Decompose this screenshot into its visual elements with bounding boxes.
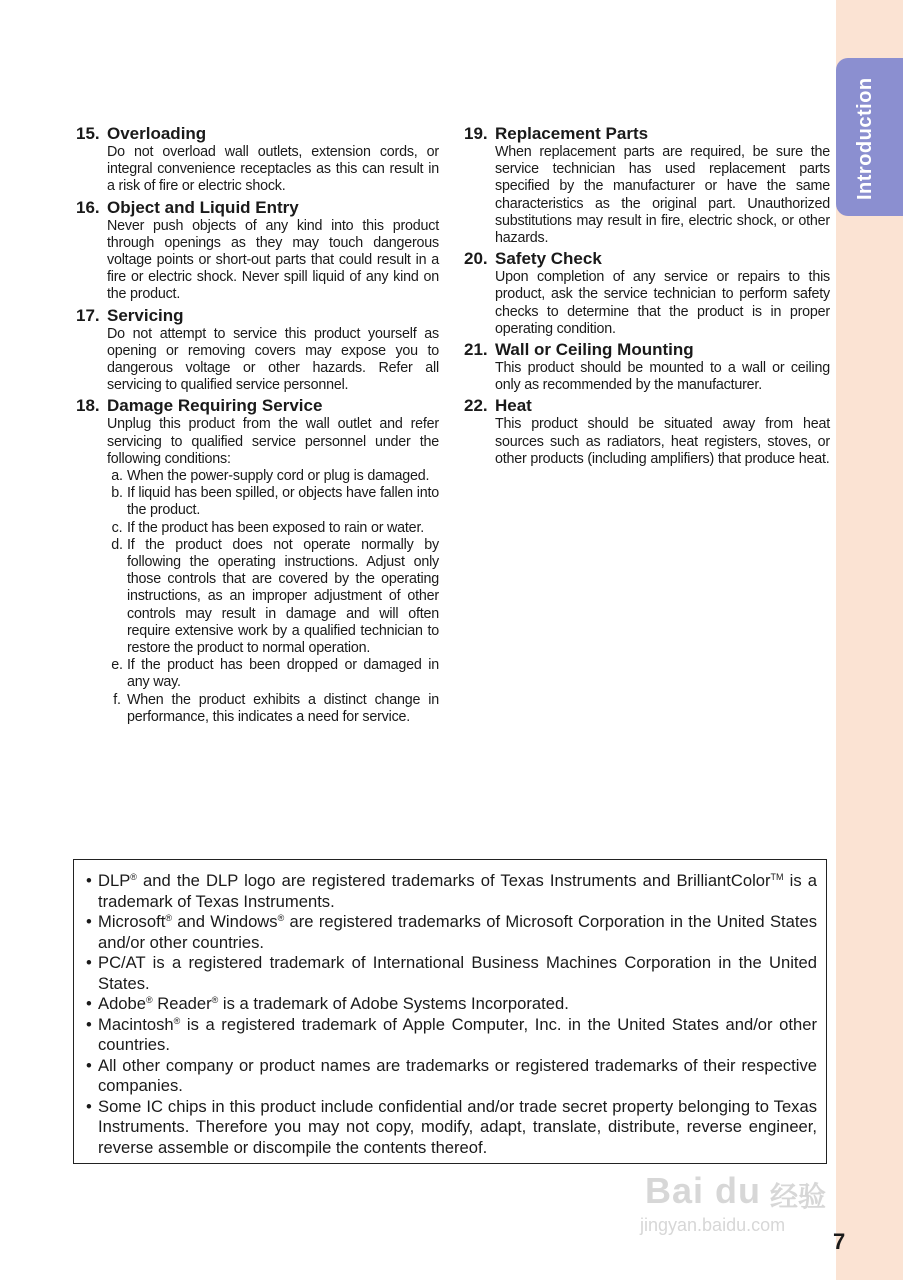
item-body: Do not overload wall outlets, extension cords, or integral convenience receptacles as this can result in a risk of fire or electric shock.	[107, 144, 439, 195]
tm-text: is a trademark of Texas Instruments.	[98, 871, 817, 911]
condition-text: If liquid has been spilled, or objects have fallen into the product.	[127, 485, 439, 519]
registered-mark: ®	[277, 913, 285, 923]
safety-item-19	[464, 124, 830, 247]
condition-text: If the product has been dropped or damaged in any way.	[127, 657, 439, 691]
baidu-watermark	[640, 1165, 840, 1245]
tm-text: Adobe	[98, 994, 146, 1013]
registered-mark: ®	[211, 995, 219, 1005]
bullet: •	[86, 871, 92, 890]
registered-mark: ®	[145, 995, 153, 1005]
registered-mark: ®	[173, 1015, 181, 1026]
condition-item	[107, 468, 439, 485]
item-title: Object and Liquid Entry	[107, 197, 299, 217]
tm-text: DLP	[98, 871, 131, 890]
item-body	[107, 416, 439, 726]
tm-text: Microsoft	[98, 912, 166, 931]
item-number: 15.	[76, 124, 100, 143]
condition-item	[107, 537, 439, 657]
section-tab-label: Introduction	[854, 77, 876, 200]
condition-text: If the product has been exposed to rain or water.	[127, 519, 424, 536]
item-number: 22.	[464, 396, 488, 416]
tm-text: Reader	[152, 994, 212, 1013]
tm-text: and the DLP logo are registered trademarks of Texas Instruments and BrilliantColor	[136, 871, 771, 890]
item-title: Damage Requiring Service	[107, 396, 323, 416]
condition-item	[107, 692, 439, 726]
watermark-logo-cn: 经验	[770, 1181, 827, 1212]
bullet: •	[86, 953, 92, 972]
safety-item-15	[76, 124, 439, 196]
item-body: This product should be situated away from heat sources such as radiators, heat registers, stoves, or other products (including amplifiers) that produce heat.	[495, 416, 830, 467]
registered-mark: ®	[130, 872, 137, 882]
tm-text: and Windows	[171, 912, 278, 931]
trademark-mark: TM	[770, 872, 784, 882]
condition-letter: c.	[111, 519, 123, 536]
safety-item-21	[464, 340, 830, 394]
condition-text: When the product exhibits a distinct change in performance, this indicates a need for service.	[127, 691, 439, 725]
safety-item-20	[464, 249, 830, 338]
watermark-logo: Bai du	[645, 1170, 762, 1211]
item-number: 18.	[76, 396, 100, 416]
condition-letter: d.	[111, 536, 123, 553]
right-column	[464, 124, 830, 470]
item-body: Do not attempt to service this product yourself as opening or removing covers may expose you to dangerous voltage or other hazards. Refer all servicing to qualified service personnel.	[107, 325, 439, 394]
tm-text: PC/AT is a registered trademark of International Business Machines Corporation in the United States.	[98, 953, 817, 993]
condition-letter: b.	[111, 485, 123, 502]
condition-item	[107, 485, 439, 519]
tm-text: are registered trademarks of Microsoft Corporation in the United States and/or other countries.	[98, 912, 817, 952]
left-column	[76, 124, 439, 728]
safety-item-22	[464, 396, 830, 468]
item-title: Heat	[495, 396, 532, 416]
condition-letter: a.	[111, 468, 123, 485]
bullet: •	[86, 994, 92, 1013]
item-body: This product should be mounted to a wall or ceiling only as recommended by the manufacturer.	[495, 360, 830, 394]
item-intro: Unplug this product from the wall outlet and refer servicing to qualified service personnel under the following conditions:	[107, 416, 439, 467]
item-number: 19.	[464, 124, 488, 143]
trademark-item-other	[86, 1056, 817, 1097]
item-title: Overloading	[107, 124, 207, 143]
item-title: Replacement Parts	[495, 124, 649, 143]
safety-item-18	[76, 396, 439, 726]
tm-text: Some IC chips in this product include confidential and/or trade secret property belonging to Texas Instruments. Therefore you may not copy, modify, adapt, translate, distribute, reverse engineer, reverse assemble or discompile the contents thereof.	[98, 1096, 817, 1157]
trademark-item-microsoft	[86, 912, 817, 953]
trademark-item-macintosh	[86, 1015, 817, 1056]
item-title: Safety Check	[495, 249, 602, 269]
condition-letter: e.	[111, 657, 123, 674]
registered-mark: ®	[165, 913, 172, 923]
condition-text: When the power-supply cord or plug is damaged.	[127, 468, 430, 485]
bullet: •	[86, 1014, 92, 1034]
watermark-url: jingyan.baidu.com	[640, 1215, 786, 1235]
tm-text: Macintosh	[98, 1014, 174, 1034]
condition-item	[107, 520, 439, 537]
trademark-item-adobe	[86, 994, 817, 1015]
page-number: 7	[833, 1229, 846, 1254]
tm-text: is a registered trademark of Apple Computer, Inc. in the United States and/or other countries.	[98, 1014, 817, 1054]
trademark-item-dlp	[86, 871, 817, 912]
trademark-item-ic-chips	[86, 1097, 817, 1159]
bullet: •	[86, 1096, 92, 1116]
safety-item-16	[76, 198, 439, 304]
item-body: Upon completion of any service or repairs to this product, ask the service technician to perform safety checks to determine that the product is in proper operating condition.	[495, 269, 830, 337]
item-body: When replacement parts are required, be sure the service technician has used replacement parts specified by the manufacturer or have the same characteristics as the original part. Unauthorized substitutions may result in fire, electric shock, or other hazards.	[495, 144, 830, 247]
item-title: Wall or Ceiling Mounting	[495, 340, 694, 360]
item-number: 17.	[76, 305, 100, 325]
trademark-notice-box	[73, 859, 827, 1164]
item-body: Never push objects of any kind into this product through openings as they may touch dangerous voltage points or short-out parts that could result in a fire or electric shock. Never spill liquid of any kind on the product.	[107, 217, 439, 303]
condition-letter: f.	[113, 691, 121, 708]
safety-item-17	[76, 306, 439, 395]
condition-item	[107, 657, 439, 691]
item-number: 20.	[464, 249, 488, 269]
tm-text: is a trademark of Adobe Systems Incorporated.	[218, 994, 569, 1013]
condition-text: If the product does not operate normally by following the operating instructions. Adjust only those controls that are covered by the operating instructions, as an improper adjustment of other controls may result in damage and will often require extensive work by a qualified technician to restore the product to normal operation.	[127, 536, 439, 657]
trademark-list	[86, 871, 817, 1158]
trademark-item-pcat	[86, 953, 817, 994]
tm-text: All other company or product names are trademarks or registered trademarks of their respective companies.	[98, 1055, 817, 1095]
bullet: •	[86, 1055, 92, 1075]
bullet: •	[86, 912, 92, 931]
item-title: Servicing	[107, 305, 184, 325]
item-number: 16.	[76, 197, 100, 217]
item-number: 21.	[464, 340, 488, 360]
